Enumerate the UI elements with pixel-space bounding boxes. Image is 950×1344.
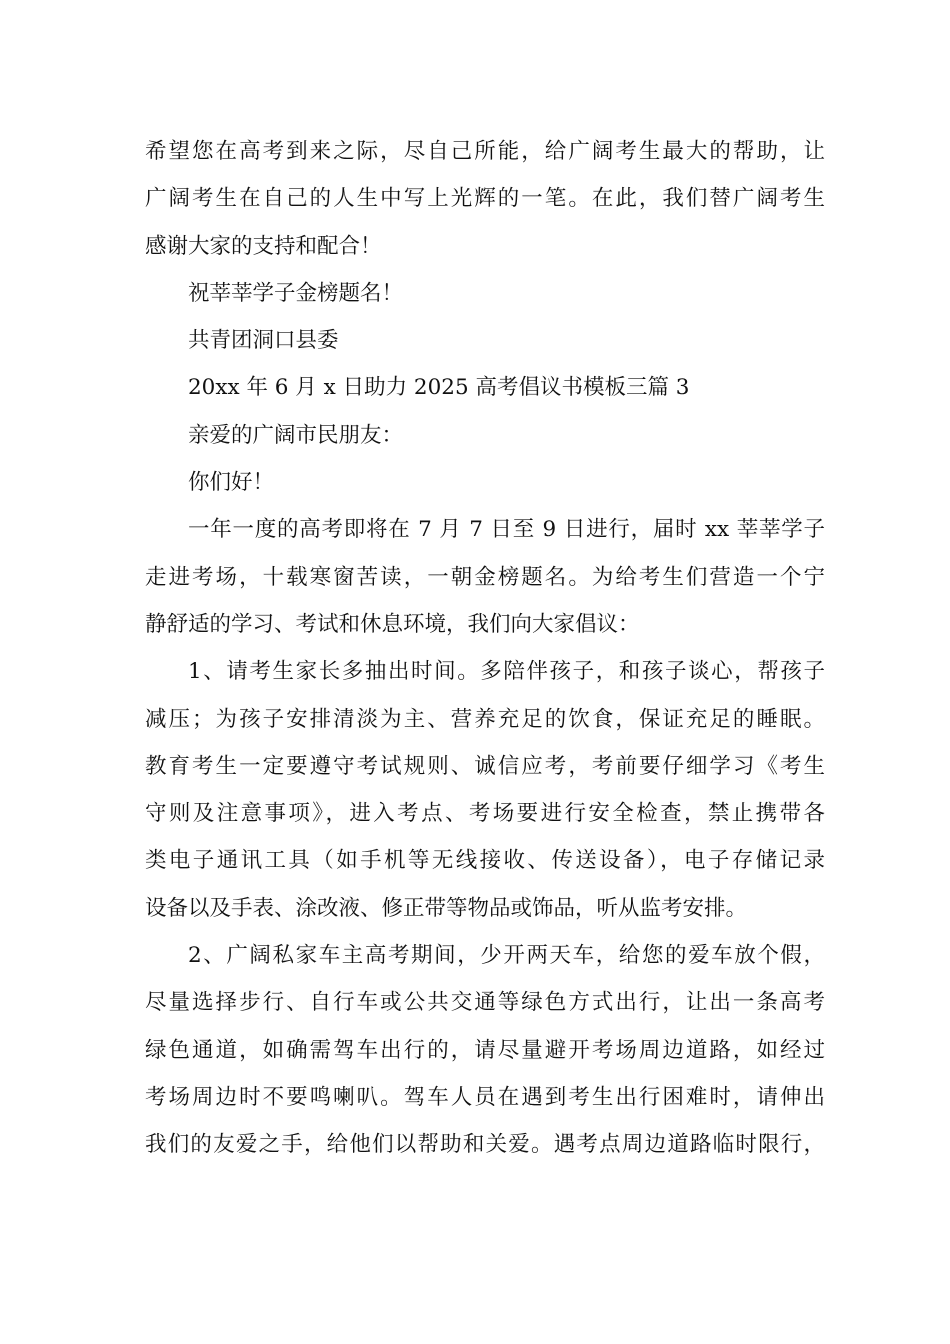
text-line: 守则及注意事项》，进入考点、考场要进行安全检查，禁止携带各 [145, 801, 825, 827]
text-line: 祝莘莘学子金榜题名！ [188, 280, 404, 306]
paragraph-item-2 [145, 932, 825, 1168]
text-line: 走进考场，十载寒窗苦读，一朝金榜题名。为给考生们营造一个宁 [145, 564, 825, 590]
paragraph-salutation [145, 412, 825, 459]
paragraph-blessing [145, 270, 825, 317]
text-line: 设备以及手表、涂改液、修正带等物品或饰品，听从监考安排。 [145, 895, 748, 921]
paragraph-greeting [145, 459, 825, 506]
text-line: 1、请考生家长多抽出时间。多陪伴孩子，和孩子谈心，帮孩子 [188, 659, 825, 685]
paragraph-intro [145, 506, 825, 648]
text-line: 静舒适的学习、考试和休息环境，我们向大家倡议： [145, 611, 640, 637]
text-line: 感谢大家的支持和配合！ [145, 233, 382, 259]
text-line: 你们好！ [188, 470, 275, 496]
text-line: 考场周边时不要鸣喇叭。驾车人员在遇到考生出行困难时，请伸出 [145, 1084, 825, 1110]
text-line: 20xx 年 6 月 x 日助力 2025 高考倡议书模板三篇 3 [188, 375, 690, 401]
paragraph-signature [145, 317, 825, 364]
text-line: 我们的友爱之手，给他们以帮助和关爱。遇考点周边道路临时限行， [145, 1132, 825, 1158]
text-line: 希望您在高考到来之际，尽自己所能，给广阔考生最大的帮助，让 [145, 139, 825, 164]
text-line: 教育考生一定要遵守考试规则、诚信应考，考前要仔细学习《考生 [145, 753, 825, 779]
paragraph-item-1 [145, 648, 825, 932]
text-line: 亲爱的广阔市民朋友： [188, 422, 404, 448]
text-line: 绿色通道，如确需驾车出行的，请尽量避开考场周边道路，如经过 [145, 1037, 825, 1063]
document-body [145, 128, 825, 1169]
text-line: 共青团洞口县委 [188, 328, 339, 354]
text-line: 尽量选择步行、自行车或公共交通等绿色方式出行，让出一条高考 [145, 990, 825, 1016]
paragraph-closing-appeal [145, 128, 825, 270]
text-line: 减压；为孩子安排清淡为主、营养充足的饮食，保证充足的睡眠。 [145, 706, 825, 732]
text-line: 一年一度的高考即将在 7 月 7 日至 9 日进行，届时 xx 莘莘学子 [188, 517, 825, 543]
text-line: 2、广阔私家车主高考期间，少开两天车，给您的爱车放个假， [188, 943, 825, 969]
paragraph-date-and-title [145, 364, 825, 411]
text-line: 广阔考生在自己的人生中写上光辉的一笔。在此，我们替广阔考生 [145, 186, 825, 212]
text-line: 类电子通讯工具（如手机等无线接收、传送设备），电子存储记录 [145, 848, 825, 874]
